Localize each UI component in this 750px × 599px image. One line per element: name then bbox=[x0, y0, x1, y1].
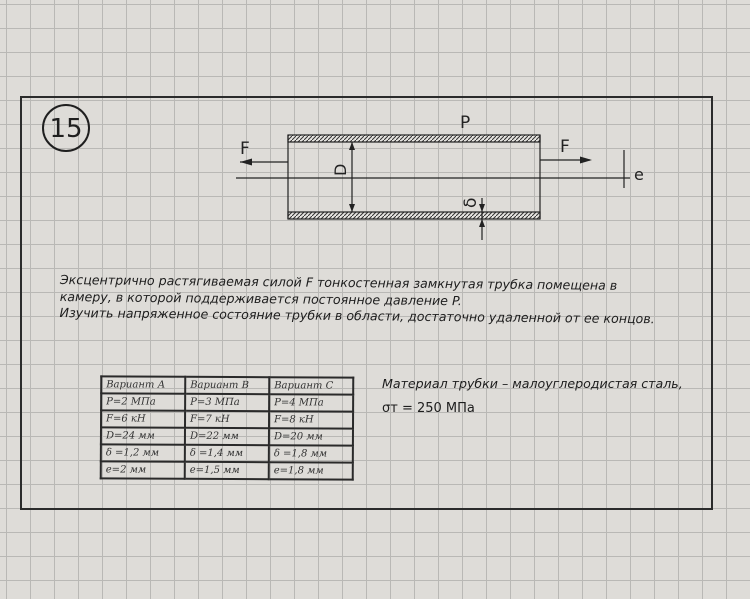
problem-line-3: Изучить напряженное состояние трубки в области, достаточно удаленной от ее концов. bbox=[59, 304, 655, 327]
table-row bbox=[101, 461, 353, 479]
table-row bbox=[101, 444, 353, 462]
variants-table bbox=[100, 375, 355, 480]
table-cell: F=7 кН bbox=[185, 411, 269, 428]
table-row bbox=[101, 410, 353, 428]
table-row bbox=[101, 393, 353, 411]
pressure-label: P bbox=[460, 113, 471, 133]
table-cell: F=8 кН bbox=[269, 411, 353, 428]
table-cell: P=3 МПа bbox=[185, 394, 269, 411]
table-cell: δ =1,2 мм bbox=[101, 444, 185, 461]
problem-line-1: Эксцентрично растягиваемая силой F тонкостенная замкнутая трубка помещена в bbox=[59, 272, 618, 293]
table-cell: D=20 мм bbox=[269, 428, 353, 445]
table-cell: δ =1,4 мм bbox=[185, 445, 269, 462]
problem-line-2: камеру, в которой поддерживается постоянное давление P. bbox=[59, 288, 462, 308]
table-cell: e=1,5 мм bbox=[185, 462, 269, 479]
force-right-label: F bbox=[560, 137, 570, 157]
header-variant-b: Вариант В bbox=[185, 377, 269, 394]
table-cell: F=6 кН bbox=[101, 410, 185, 427]
header-variant-c: Вариант С bbox=[269, 377, 353, 394]
header-variant-a: Вариант А bbox=[101, 376, 185, 393]
problem-statement bbox=[59, 272, 699, 328]
table-row bbox=[101, 427, 353, 445]
yield-strength: σт = 250 МПа bbox=[382, 401, 475, 416]
diameter-label: D bbox=[331, 163, 350, 176]
force-left-label: F bbox=[240, 139, 250, 159]
table-cell: D=22 мм bbox=[185, 428, 269, 445]
table-cell: P=2 МПа bbox=[101, 393, 185, 410]
table-cell: e=2 мм bbox=[101, 461, 185, 478]
table-header-row bbox=[101, 376, 353, 394]
force-left-arrow bbox=[240, 159, 252, 166]
eccentricity-label: e bbox=[634, 165, 644, 184]
force-right-arrow bbox=[580, 157, 592, 164]
table-cell: P=4 МПа bbox=[269, 394, 353, 411]
material-note bbox=[382, 376, 683, 416]
problem-number: 15 bbox=[42, 104, 90, 152]
tube-top-wall bbox=[288, 135, 540, 142]
table-cell: e=1,8 мм bbox=[269, 462, 353, 479]
tube-bottom-wall bbox=[288, 212, 540, 219]
table-cell: δ =1,8 мм bbox=[269, 445, 353, 462]
material-line-1: Материал трубки – малоуглеродистая сталь, bbox=[382, 376, 683, 391]
thickness-label: δ bbox=[461, 197, 481, 208]
table-cell: D=24 мм bbox=[101, 427, 185, 444]
